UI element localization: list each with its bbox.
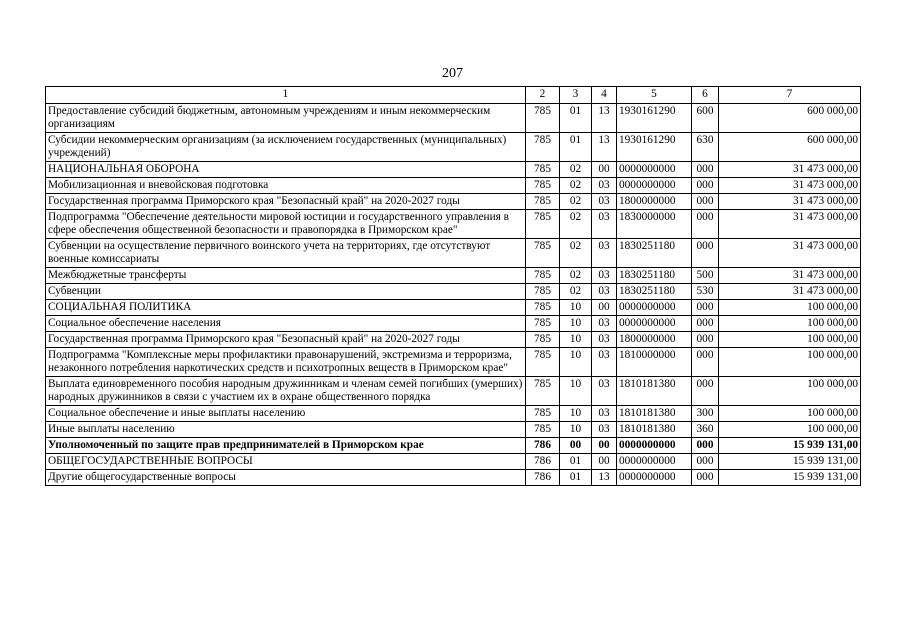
amount: 600 000,00 — [719, 104, 861, 133]
column-header: 1 — [46, 87, 526, 104]
section-code: 10 — [560, 300, 592, 316]
expense-type-code: 600 — [692, 104, 719, 133]
table-row — [46, 332, 861, 348]
expense-type-code: 000 — [692, 316, 719, 332]
amount: 100 000,00 — [719, 348, 861, 377]
target-article-code: 1810181380 — [617, 377, 692, 406]
expense-type-code: 000 — [692, 162, 719, 178]
expense-type-code: 630 — [692, 133, 719, 162]
table-row — [46, 133, 861, 162]
row-name: Другие общегосударственные вопросы — [46, 470, 526, 486]
table-row — [46, 406, 861, 422]
ministry-code: 785 — [526, 210, 560, 239]
expense-type-code: 000 — [692, 178, 719, 194]
row-name: Социальное обеспечение и иные выплаты населению — [46, 406, 526, 422]
section-code: 02 — [560, 178, 592, 194]
target-article-code: 0000000000 — [617, 454, 692, 470]
table-row — [46, 377, 861, 406]
target-article-code: 0000000000 — [617, 300, 692, 316]
section-code: 02 — [560, 284, 592, 300]
section-code: 00 — [560, 438, 592, 454]
amount: 31 473 000,00 — [719, 284, 861, 300]
ministry-code: 785 — [526, 406, 560, 422]
table-row — [46, 210, 861, 239]
table-row — [46, 194, 861, 210]
table-row — [46, 268, 861, 284]
section-code: 02 — [560, 268, 592, 284]
table-row — [46, 422, 861, 438]
target-article-code: 0000000000 — [617, 316, 692, 332]
target-article-code: 0000000000 — [617, 438, 692, 454]
target-article-code: 1830251180 — [617, 284, 692, 300]
column-header: 2 — [526, 87, 560, 104]
target-article-code: 1800000000 — [617, 332, 692, 348]
amount: 15 939 131,00 — [719, 438, 861, 454]
section-code: 02 — [560, 210, 592, 239]
expense-type-code: 000 — [692, 377, 719, 406]
amount: 100 000,00 — [719, 332, 861, 348]
subsection-code: 03 — [592, 210, 617, 239]
table-row — [46, 178, 861, 194]
target-article-code: 1930161290 — [617, 104, 692, 133]
section-code: 01 — [560, 133, 592, 162]
amount: 600 000,00 — [719, 133, 861, 162]
ministry-code: 785 — [526, 133, 560, 162]
subsection-code: 00 — [592, 162, 617, 178]
amount: 15 939 131,00 — [719, 470, 861, 486]
target-article-code: 1810000000 — [617, 348, 692, 377]
column-header: 7 — [719, 87, 861, 104]
table-row — [46, 348, 861, 377]
subsection-code: 13 — [592, 133, 617, 162]
ministry-code: 785 — [526, 316, 560, 332]
table-row — [46, 300, 861, 316]
row-name: ОБЩЕГОСУДАРСТВЕННЫЕ ВОПРОСЫ — [46, 454, 526, 470]
table-row — [46, 239, 861, 268]
column-header: 6 — [692, 87, 719, 104]
section-code: 01 — [560, 454, 592, 470]
budget-table — [45, 86, 861, 486]
subsection-code: 03 — [592, 284, 617, 300]
ministry-code: 785 — [526, 284, 560, 300]
target-article-code: 1930161290 — [617, 133, 692, 162]
subsection-code: 13 — [592, 470, 617, 486]
amount: 100 000,00 — [719, 406, 861, 422]
row-name: Выплата единовременного пособия народным дружинникам и членам семей погибших (умерших) народных дружинников в связи с участием их в охране общественного порядка — [46, 377, 526, 406]
row-name: Субсидии некоммерческим организациям (за исключением государственных (муниципальных) учреждений) — [46, 133, 526, 162]
amount: 31 473 000,00 — [719, 268, 861, 284]
ministry-code: 785 — [526, 377, 560, 406]
table-row — [46, 104, 861, 133]
expense-type-code: 000 — [692, 300, 719, 316]
row-name: Государственная программа Приморского края "Безопасный край" на 2020-2027 годы — [46, 332, 526, 348]
target-article-code: 1830251180 — [617, 239, 692, 268]
subsection-code: 03 — [592, 194, 617, 210]
row-name: Подпрограмма "Комплексные меры профилактики правонарушений, экстремизма и терроризма, незаконного потребления наркотических средств и психотропных веществ в Приморском крае" — [46, 348, 526, 377]
subsection-code: 00 — [592, 300, 617, 316]
table-body — [46, 104, 861, 486]
target-article-code: 0000000000 — [617, 162, 692, 178]
target-article-code: 0000000000 — [617, 178, 692, 194]
ministry-code: 785 — [526, 268, 560, 284]
row-name: НАЦИОНАЛЬНАЯ ОБОРОНА — [46, 162, 526, 178]
section-code: 10 — [560, 348, 592, 377]
section-code: 10 — [560, 332, 592, 348]
expense-type-code: 000 — [692, 332, 719, 348]
section-code: 10 — [560, 406, 592, 422]
ministry-code: 785 — [526, 104, 560, 133]
target-article-code: 1800000000 — [617, 194, 692, 210]
expense-type-code: 000 — [692, 194, 719, 210]
amount: 31 473 000,00 — [719, 194, 861, 210]
row-name: Межбюджетные трансферты — [46, 268, 526, 284]
column-header: 5 — [617, 87, 692, 104]
subsection-code: 03 — [592, 348, 617, 377]
section-code: 10 — [560, 422, 592, 438]
table-row — [46, 470, 861, 486]
column-header: 3 — [560, 87, 592, 104]
ministry-code: 786 — [526, 454, 560, 470]
subsection-code: 00 — [592, 438, 617, 454]
subsection-code: 03 — [592, 316, 617, 332]
table-row — [46, 454, 861, 470]
subsection-code: 03 — [592, 422, 617, 438]
table-row — [46, 316, 861, 332]
ministry-code: 785 — [526, 348, 560, 377]
subsection-code: 03 — [592, 178, 617, 194]
column-header: 4 — [592, 87, 617, 104]
amount: 31 473 000,00 — [719, 239, 861, 268]
target-article-code: 1830251180 — [617, 268, 692, 284]
section-code: 01 — [560, 104, 592, 133]
row-name: Иные выплаты населению — [46, 422, 526, 438]
amount: 31 473 000,00 — [719, 210, 861, 239]
ministry-code: 785 — [526, 178, 560, 194]
row-name: Уполномоченный по защите прав предпринимателей в Приморском крае — [46, 438, 526, 454]
subsection-code: 03 — [592, 268, 617, 284]
section-code: 01 — [560, 470, 592, 486]
amount: 100 000,00 — [719, 377, 861, 406]
ministry-code: 786 — [526, 438, 560, 454]
ministry-code: 785 — [526, 422, 560, 438]
expense-type-code: 500 — [692, 268, 719, 284]
amount: 100 000,00 — [719, 422, 861, 438]
target-article-code: 0000000000 — [617, 470, 692, 486]
subsection-code: 03 — [592, 406, 617, 422]
header-row — [46, 87, 861, 104]
amount: 15 939 131,00 — [719, 454, 861, 470]
row-name: Социальное обеспечение населения — [46, 316, 526, 332]
subsection-code: 13 — [592, 104, 617, 133]
table-row — [46, 162, 861, 178]
table-row — [46, 284, 861, 300]
expense-type-code: 000 — [692, 438, 719, 454]
amount: 31 473 000,00 — [719, 178, 861, 194]
section-code: 02 — [560, 239, 592, 268]
row-name: Субвенции на осуществление первичного воинского учета на территориях, где отсутствуют военные комиссариаты — [46, 239, 526, 268]
section-code: 02 — [560, 162, 592, 178]
subsection-code: 03 — [592, 377, 617, 406]
row-name: Подпрограмма "Обеспечение деятельности мировой юстиции и государственного управления в сфере обеспечения общественной безопасности и правопорядка в Приморском крае" — [46, 210, 526, 239]
ministry-code: 785 — [526, 162, 560, 178]
row-name: Предоставление субсидий бюджетным, автономным учреждениям и иным некоммерческим организациям — [46, 104, 526, 133]
amount: 31 473 000,00 — [719, 162, 861, 178]
page-number: 207 — [442, 66, 463, 81]
subsection-code: 03 — [592, 239, 617, 268]
expense-type-code: 000 — [692, 470, 719, 486]
target-article-code: 1830000000 — [617, 210, 692, 239]
section-code: 10 — [560, 377, 592, 406]
expense-type-code: 000 — [692, 454, 719, 470]
ministry-code: 785 — [526, 332, 560, 348]
expense-type-code: 000 — [692, 239, 719, 268]
target-article-code: 1810181380 — [617, 422, 692, 438]
expense-type-code: 530 — [692, 284, 719, 300]
ministry-code: 785 — [526, 239, 560, 268]
row-name: Мобилизационная и вневойсковая подготовка — [46, 178, 526, 194]
table-row — [46, 438, 861, 454]
amount: 100 000,00 — [719, 300, 861, 316]
ministry-code: 786 — [526, 470, 560, 486]
row-name: СОЦИАЛЬНАЯ ПОЛИТИКА — [46, 300, 526, 316]
amount: 100 000,00 — [719, 316, 861, 332]
subsection-code: 03 — [592, 332, 617, 348]
expense-type-code: 000 — [692, 210, 719, 239]
ministry-code: 785 — [526, 300, 560, 316]
expense-type-code: 360 — [692, 422, 719, 438]
ministry-code: 785 — [526, 194, 560, 210]
section-code: 10 — [560, 316, 592, 332]
row-name: Субвенции — [46, 284, 526, 300]
expense-type-code: 300 — [692, 406, 719, 422]
target-article-code: 1810181380 — [617, 406, 692, 422]
subsection-code: 00 — [592, 454, 617, 470]
row-name: Государственная программа Приморского края "Безопасный край" на 2020-2027 годы — [46, 194, 526, 210]
expense-type-code: 000 — [692, 348, 719, 377]
section-code: 02 — [560, 194, 592, 210]
